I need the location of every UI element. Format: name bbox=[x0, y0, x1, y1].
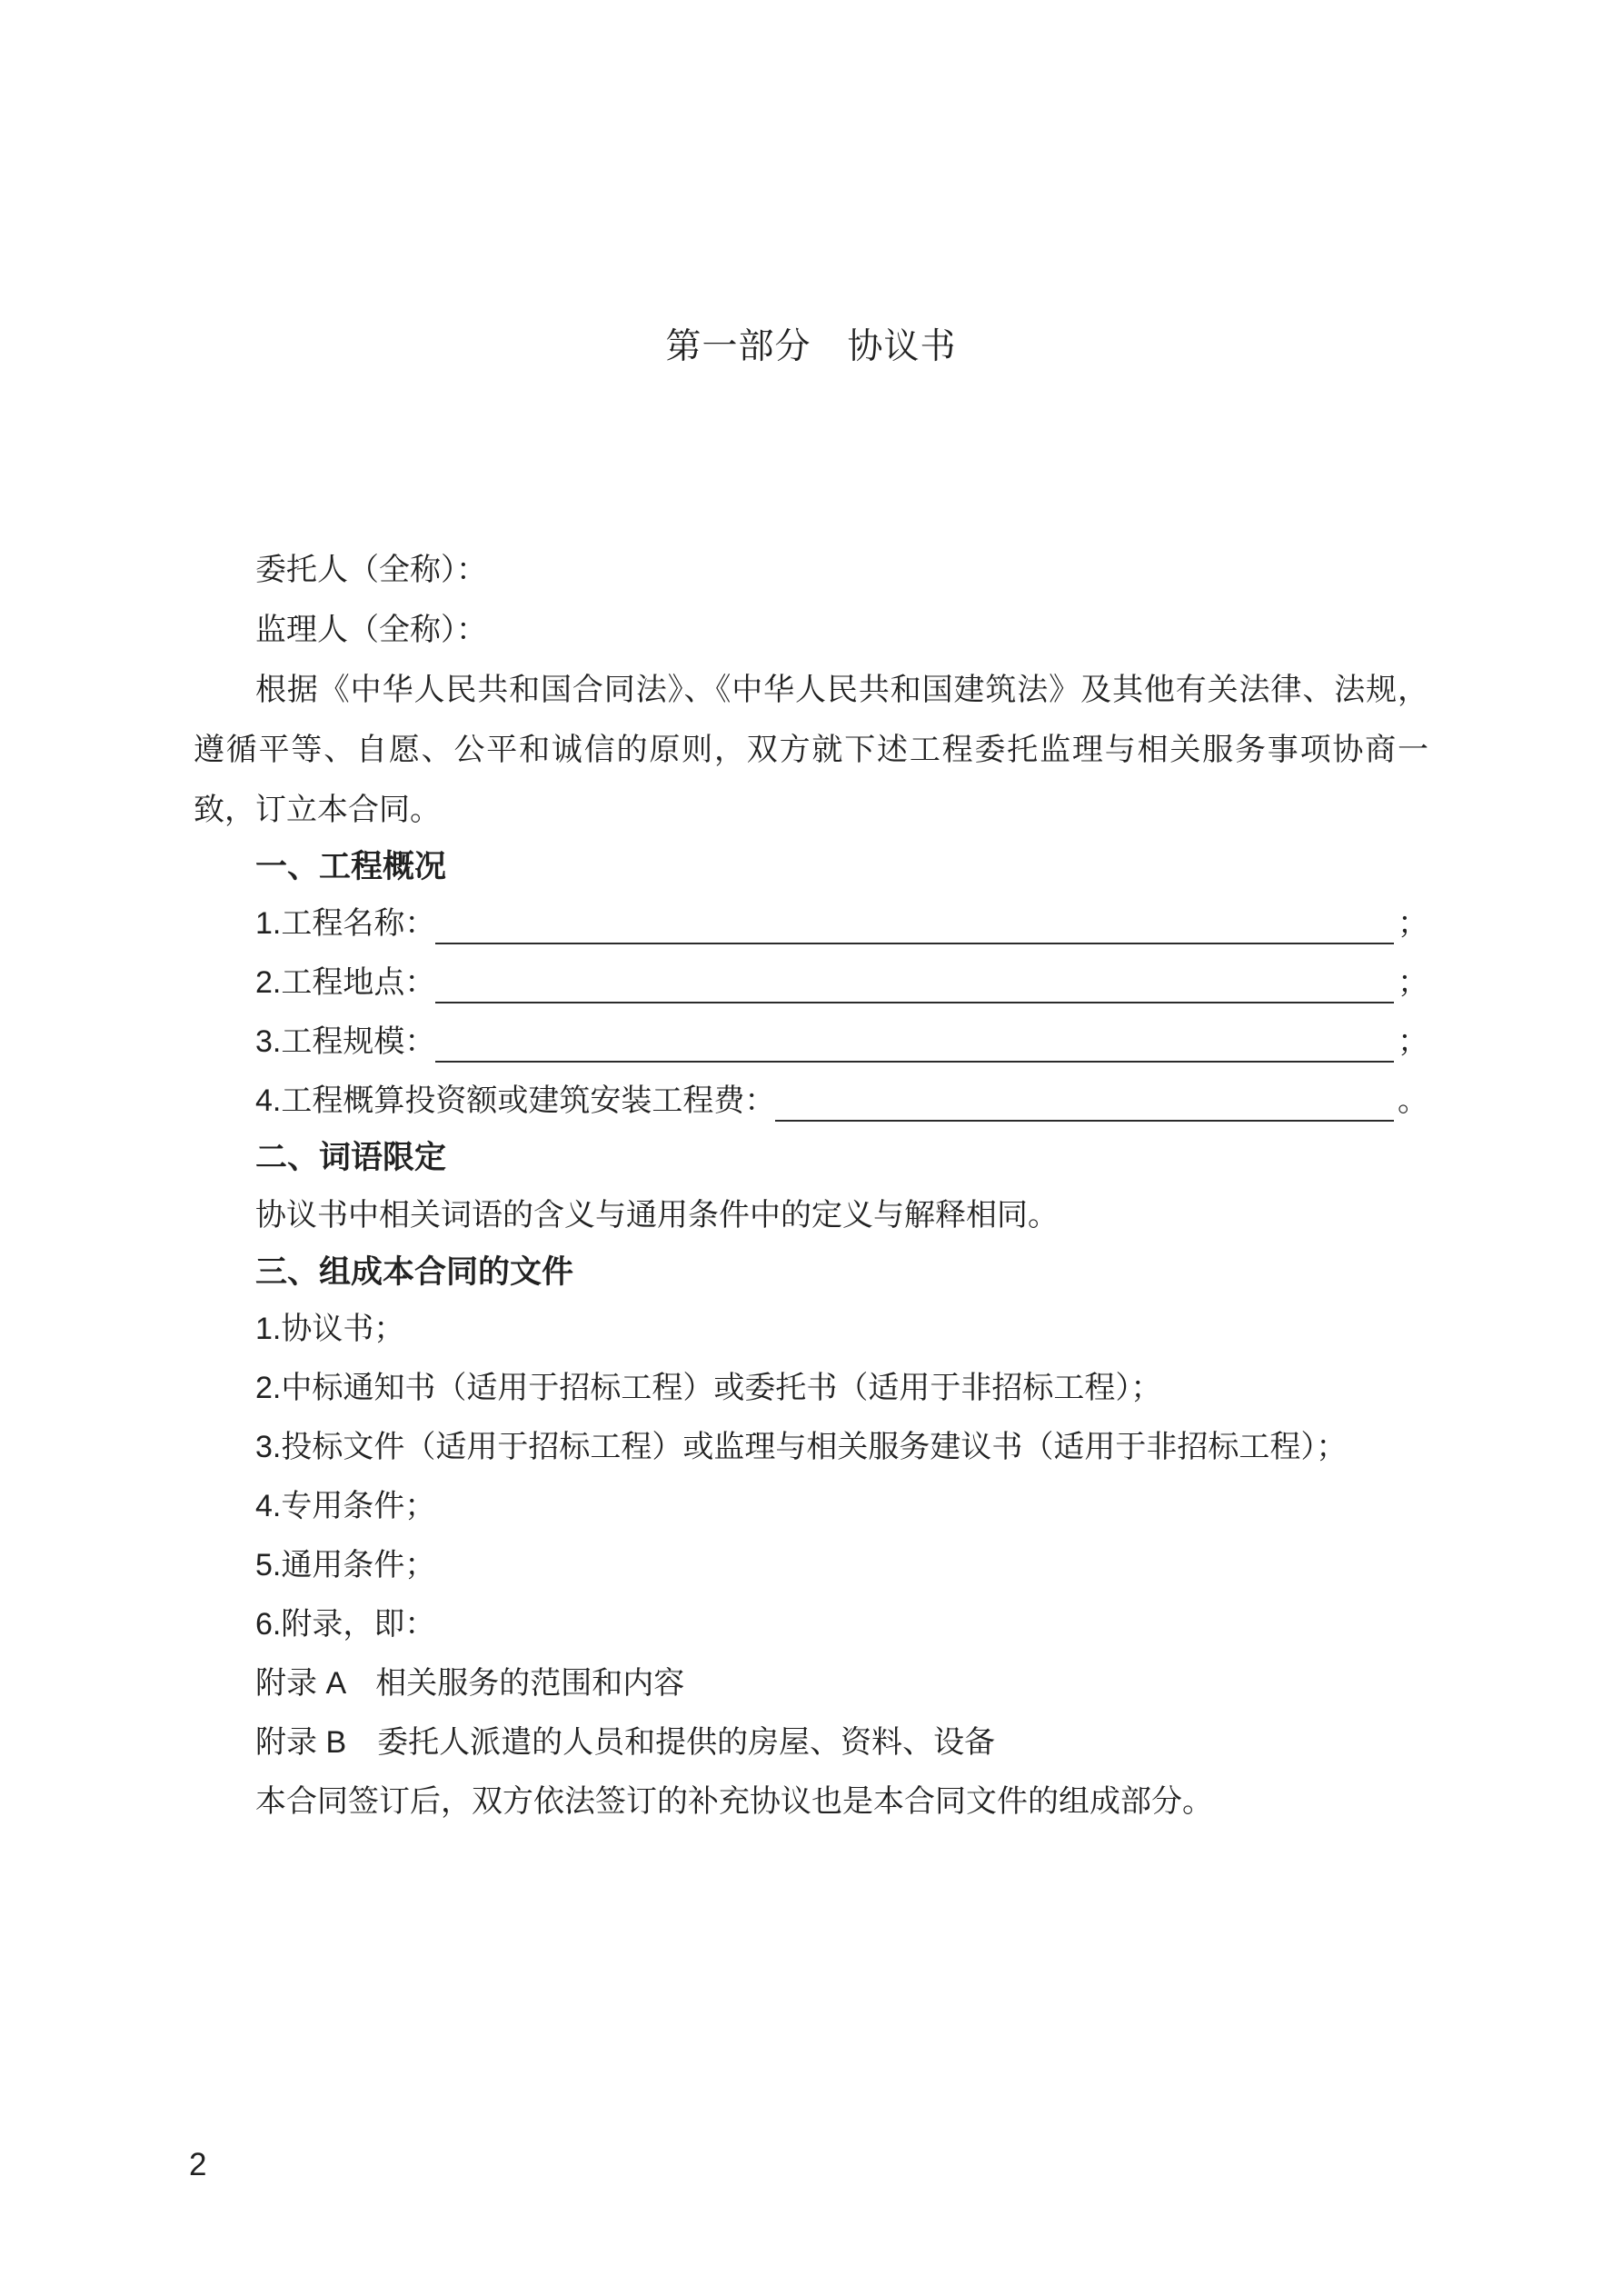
document-content bbox=[0, 371, 1622, 1832]
contract-file-item-4: 4.专用条件； bbox=[255, 1489, 436, 1523]
section-two-heading: 二、词语限定 bbox=[255, 1140, 447, 1175]
appendix-a-item: 附录 A 相关服务的范围和内容 bbox=[255, 1666, 685, 1701]
project-location-field bbox=[194, 953, 1428, 1013]
project-scale-field bbox=[194, 1013, 1428, 1072]
section-two-body: 协议书中相关词语的含义与通用条件中的定义与解释相同。 bbox=[255, 1198, 1059, 1233]
contract-file-item-3: 3.投标文件（适用于招标工程）或监理与相关服务建议书（适用于非招标工程）； bbox=[255, 1430, 1348, 1464]
appendix-b-item: 附录 B 委托人派遣的人员和提供的房屋、资料、设备 bbox=[255, 1725, 996, 1760]
section-three-heading: 三、组成本合同的文件 bbox=[255, 1254, 574, 1290]
project-location-end-punctuation: ； bbox=[1398, 965, 1428, 1000]
preamble-paragraph: 根据《中华人民共和国合同法》、《中华人民共和国建筑法》及其他有关法律、法规，遵循平等、自愿、公平和诚信的原则，双方就下述工程委托监理与相关服务事项协商一致，订立本合同。 bbox=[194, 673, 1428, 827]
section-one-heading: 一、工程概况 bbox=[255, 849, 447, 884]
contract-file-item-2: 2.中标通知书（适用于招标工程）或委托书（适用于非招标工程）； bbox=[255, 1371, 1162, 1405]
project-location-label: 2.工程地点： bbox=[255, 965, 436, 1000]
project-name-label: 1.工程名称： bbox=[255, 906, 436, 941]
project-investment-label: 4.工程概算投资额或建筑安装工程费： bbox=[255, 1083, 776, 1118]
project-scale-label: 3.工程规模： bbox=[255, 1024, 436, 1059]
project-scale-end-punctuation: ； bbox=[1398, 1024, 1428, 1059]
project-investment-field bbox=[194, 1072, 1428, 1131]
document-title: 第一部分 协议书 bbox=[665, 327, 957, 366]
client-name-label: 委托人（全称）： bbox=[255, 553, 487, 587]
contract-file-item-1: 1.协议书； bbox=[255, 1312, 405, 1346]
project-name-field bbox=[194, 894, 1428, 953]
contract-file-item-5: 5.通用条件； bbox=[255, 1548, 436, 1582]
supervisor-name-label: 监理人（全称）： bbox=[255, 613, 487, 647]
supplementary-agreement-note: 本合同签订后，双方依法签订的补充协议也是本合同文件的组成部分。 bbox=[255, 1784, 1213, 1819]
page-number: 2 bbox=[189, 2147, 207, 2182]
contract-file-item-6: 6.附录，即： bbox=[255, 1607, 436, 1642]
project-investment-end-punctuation: 。 bbox=[1398, 1083, 1428, 1118]
project-name-end-punctuation: ； bbox=[1398, 906, 1428, 941]
